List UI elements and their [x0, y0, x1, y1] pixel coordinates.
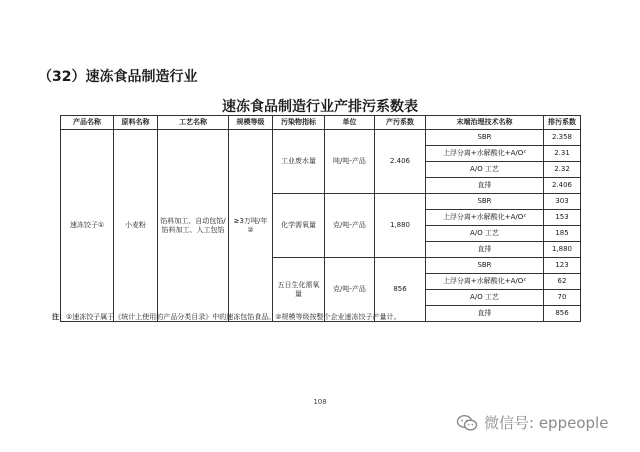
header-material: 原料名称	[114, 116, 158, 130]
unit-cell: 吨/吨-产品	[325, 130, 375, 194]
discharge-coefficient-cell: 62	[544, 274, 581, 290]
header-unit: 单位	[325, 116, 375, 130]
header-treatment-technology: 末端治理技术名称	[426, 116, 544, 130]
discharge-coefficient-cell: 856	[544, 306, 581, 322]
product-cell: 速冻饺子①	[61, 130, 114, 322]
wechat-watermark	[456, 412, 608, 433]
treatment-tech-cell: A/O 工艺	[426, 226, 544, 242]
treatment-tech-cell: 直排	[426, 242, 544, 258]
pollutant-cell: 化学需氧量	[273, 194, 325, 258]
header-discharge-coefficient: 排污系数	[544, 116, 581, 130]
table-row	[61, 130, 581, 146]
unit-cell: 克/吨-产品	[325, 258, 375, 322]
header-process: 工艺名称	[158, 116, 229, 130]
treatment-tech-cell: SBR	[426, 258, 544, 274]
header-product: 产品名称	[61, 116, 114, 130]
header-row	[61, 116, 581, 130]
discharge-coefficient-cell: 1,880	[544, 242, 581, 258]
scale-cell: ≥3万吨/年②	[229, 130, 273, 322]
section-title: （32）速冻食品制造行业	[38, 69, 198, 85]
discharge-coefficient-cell: 153	[544, 210, 581, 226]
treatment-tech-cell: 直排	[426, 178, 544, 194]
treatment-tech-cell: SBR	[426, 130, 544, 146]
generation-coefficient-cell: 856	[375, 258, 426, 322]
note-label: 注：	[52, 313, 66, 321]
pollutant-cell: 五日生化需氧量	[273, 258, 325, 322]
header-scale: 规模等级	[229, 116, 273, 130]
discharge-coefficient-cell: 123	[544, 258, 581, 274]
discharge-coefficient-cell: 2.32	[544, 162, 581, 178]
discharge-coefficient-cell: 2.406	[544, 178, 581, 194]
header-generation-coefficient: 产污系数	[375, 116, 426, 130]
treatment-tech-cell: 上浮分离+水解酸化+A/O²	[426, 146, 544, 162]
wechat-icon	[456, 414, 478, 432]
discharge-coefficient-cell: 303	[544, 194, 581, 210]
note-text: ①速冻饺子属于《统计上使用的产品分类目录》中的速冻包馅食品。②规模等级按整个企业速冻饺子产量计。	[66, 313, 401, 321]
treatment-tech-cell: A/O 工艺	[426, 290, 544, 306]
treatment-tech-cell: A/O 工艺	[426, 162, 544, 178]
unit-cell: 克/吨-产品	[325, 194, 375, 258]
treatment-tech-cell: SBR	[426, 194, 544, 210]
treatment-tech-cell: 上浮分离+水解酸化+A/O²	[426, 274, 544, 290]
table-title: 速冻食品制造行业产排污系数表	[222, 99, 418, 115]
generation-coefficient-cell: 2.406	[375, 130, 426, 194]
discharge-coefficient-cell: 2.358	[544, 130, 581, 146]
discharge-coefficient-cell: 185	[544, 226, 581, 242]
treatment-tech-cell: 上浮分离+水解酸化+A/O²	[426, 210, 544, 226]
pollutant-cell: 工业废水量	[273, 130, 325, 194]
pollution-coefficient-table	[60, 115, 581, 322]
material-cell: 小麦粉	[114, 130, 158, 322]
header-pollutant: 污染物指标	[273, 116, 325, 130]
discharge-coefficient-cell: 2.31	[544, 146, 581, 162]
generation-coefficient-cell: 1,880	[375, 194, 426, 258]
table-note	[52, 312, 401, 322]
discharge-coefficient-cell: 70	[544, 290, 581, 306]
page-number: 108	[313, 398, 327, 406]
process-cell: 馅料加工、自动包馅/馅料加工、人工包馅	[158, 130, 229, 322]
treatment-tech-cell: 直排	[426, 306, 544, 322]
watermark-text: 微信号: eppeople	[484, 414, 609, 432]
